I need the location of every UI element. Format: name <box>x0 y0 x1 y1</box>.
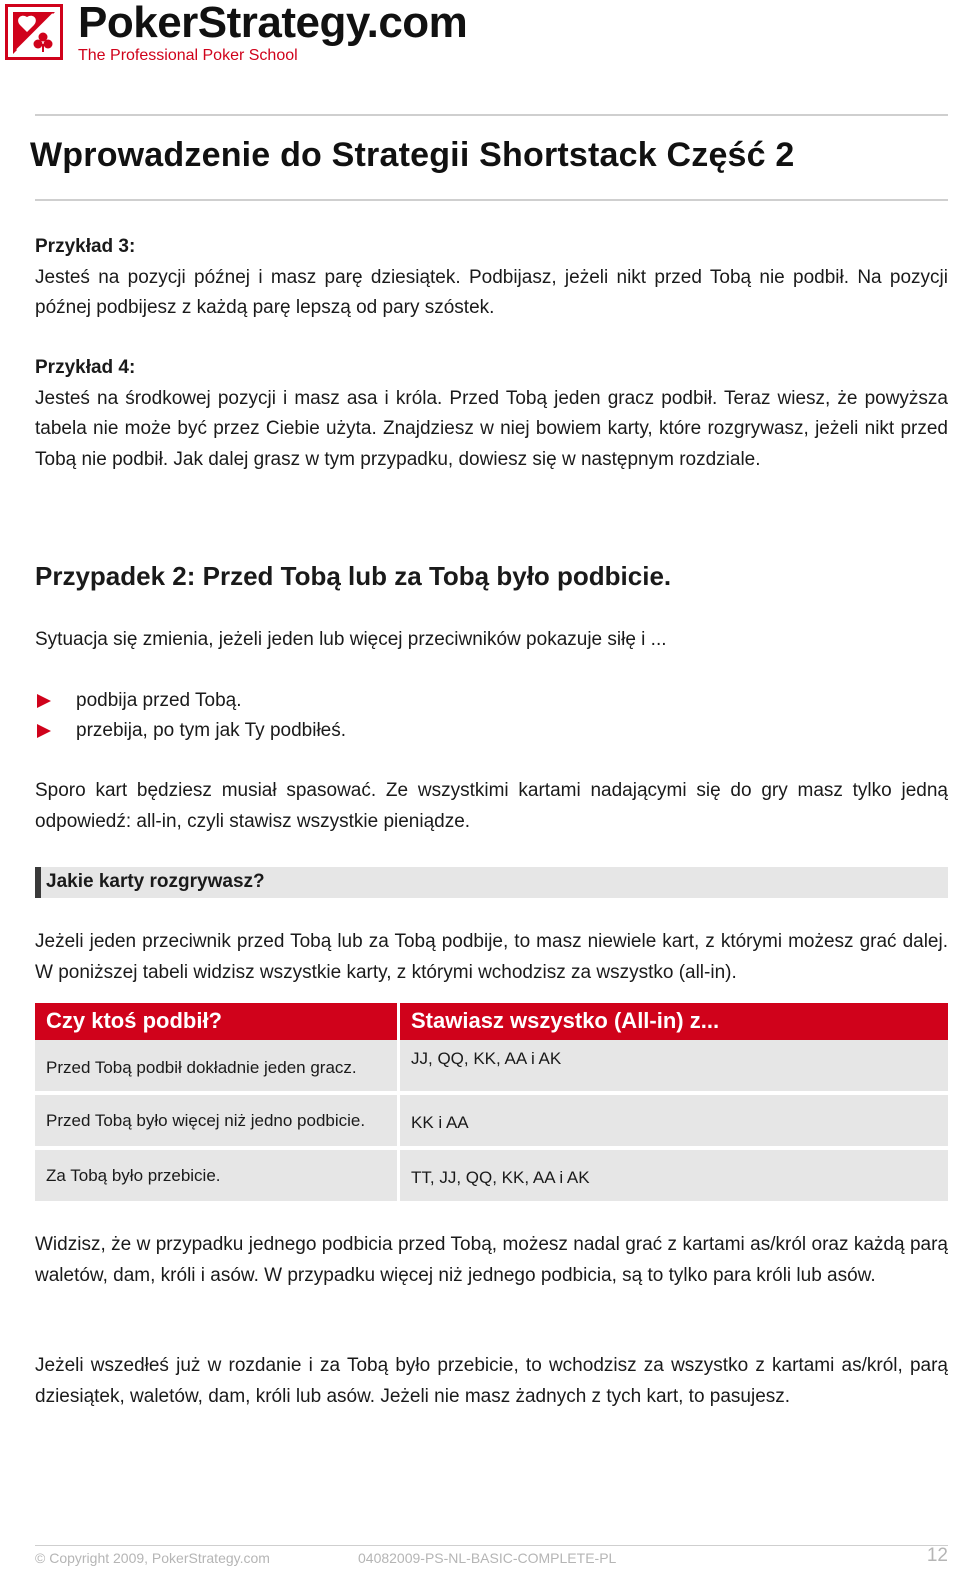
table-cell: Przed Tobą było więcej niż jedno podbicie. <box>35 1095 397 1146</box>
title-divider <box>35 199 948 201</box>
allin-text: Sporo kart będziesz musiał spasować. Ze wszystkimi kartami nadającymi się do gry masz tylko jedną odpowiedź: all-in, czyli stawisz wszystkie pieniądze. <box>35 780 948 832</box>
example-4-text: Jesteś na środkowej pozycji i masz asa i króla. Przed Tobą jeden gracz podbił. Teraz wiesz, że powyższa tabela nie może być przez Ciebie użyta. Znajdziesz w niej bowiem karty, które rozgrywasz, jeżeli nikt przed Tobą nie podbił. Jak dalej grasz w tym przypadku, dowiesz się w następnym rozdziale. <box>35 387 948 470</box>
table-cell: TT, JJ, QQ, KK, AA i AK <box>400 1150 948 1201</box>
example-3 <box>35 232 948 324</box>
example-4 <box>35 353 948 475</box>
footer-divider <box>35 1545 948 1546</box>
list-item: przebija, po tym jak Ty podbiłeś. <box>35 716 346 746</box>
table-cell: JJ, QQ, KK, AA i AK <box>400 1040 948 1091</box>
example-3-label: Przykład 3: <box>35 236 136 257</box>
table-cell: Za Tobą było przebicie. <box>35 1150 397 1201</box>
page-title: Wprowadzenie do Strategii Shortstack Część 2 <box>30 136 795 174</box>
table-intro: Jeżeli jeden przeciwnik przed Tobą lub za Tobą podbije, to masz niewiele kart, z którymi możesz grać dalej. W poniższej tabeli widzisz wszystkie karty, z którymi wchodzisz za wszystko (all-in). <box>35 931 948 983</box>
question-bar <box>35 867 948 898</box>
section-heading: Przypadek 2: Przed Tobą lub za Tobą było podbicie. <box>35 561 672 591</box>
page-number: 12 <box>926 1545 948 1566</box>
triangle-bullet-icon <box>37 724 51 738</box>
question-bar-label: Jakie karty rozgrywasz? <box>46 871 265 892</box>
triangle-bullet-icon <box>37 694 51 708</box>
poker-suits-logo-icon <box>5 4 63 60</box>
question-bar-accent <box>35 867 41 898</box>
intro-text: Sytuacja się zmienia, jeżeli jeden lub więcej przeciwników pokazuje siłę i ... <box>35 629 667 650</box>
header-divider <box>35 114 948 116</box>
table-cell: KK i AA <box>400 1095 948 1146</box>
summary-2: Jeżeli wszedłeś już w rozdanie i za Tobą było przebicie, to wchodzisz za wszystko z kartami as/król, parą dziesiątek, waletów, dam, króli lub asów. Jeżeli nie masz żadnych z tych kart, to pasujesz. <box>35 1355 948 1407</box>
example-3-text: Jesteś na pozycji późnej i masz parę dziesiątek. Podbijasz, jeżeli nikt przed Tobą nie podbił. Na pozycji późnej podbijesz z każdą parę lepszą od pary szóstek. <box>35 266 948 318</box>
table-header-raise: Czy ktoś podbił? <box>35 1003 397 1040</box>
table-cell: Przed Tobą podbił dokładnie jeden gracz. <box>35 1040 397 1091</box>
brand-name: PokerStrategy.com <box>78 0 468 47</box>
table-header-allin: Stawiasz wszystko (All-in) z... <box>400 1003 948 1040</box>
summary-1: Widzisz, że w przypadku jednego podbicia przed Tobą, możesz nadal grać z kartami as/król oraz każdą parą waletów, dam, króli i asów. W przypadku więcej niż jednego podbicia, są to tylko para króli lub asów. <box>35 1234 948 1286</box>
footer-copyright: © Copyright 2009, PokerStrategy.com <box>35 1550 270 1566</box>
list-item: podbija przed Tobą. <box>35 686 346 716</box>
brand-tagline: The Professional Poker School <box>78 47 298 64</box>
bullet-list <box>35 686 346 746</box>
footer-doc-id: 04082009-PS-NL-BASIC-COMPLETE-PL <box>358 1550 617 1566</box>
example-4-label: Przykład 4: <box>35 357 136 378</box>
